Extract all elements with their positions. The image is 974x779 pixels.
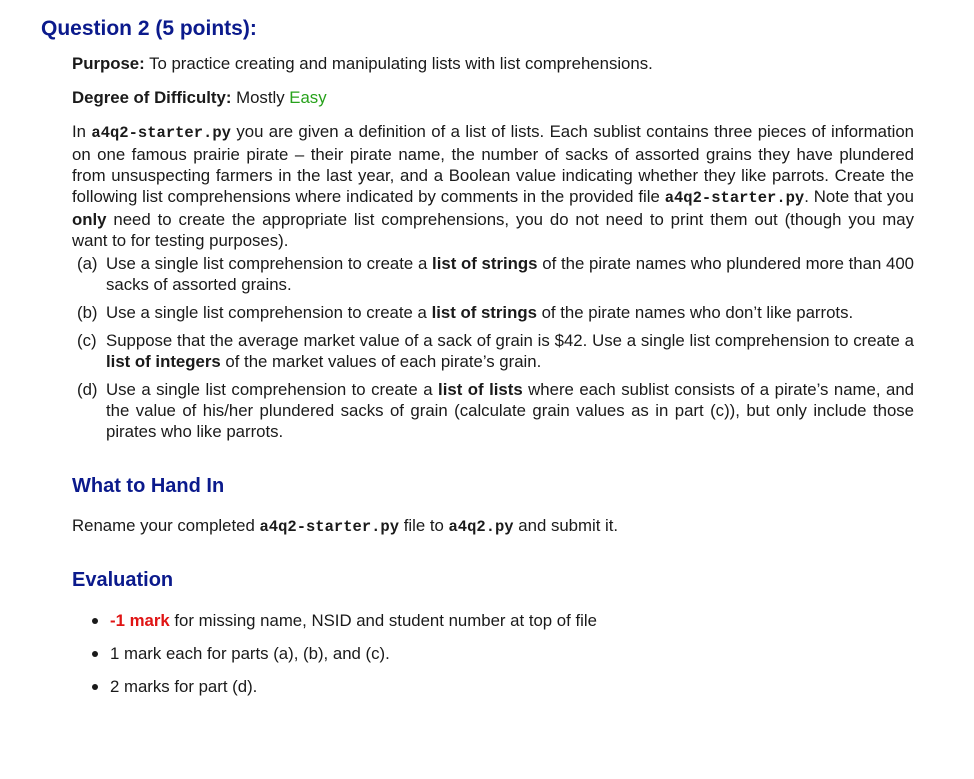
handin-paragraph [72,515,914,538]
bullet-icon [92,618,98,624]
handin-starter-filename: a4q2-starter.py [259,518,400,536]
handin-heading: What to Hand In [72,475,225,497]
evaluation-heading: Evaluation [72,569,174,591]
part-label: (c) [77,331,97,350]
intro-text-4: need to create the appropriate list comprehensions, you do not need to print them out (though you may want to for testing purposes). [72,210,914,250]
part-label: (d) [77,380,98,399]
part-emphasis: list of strings [431,303,537,322]
handin-text-1: Rename your completed [72,516,255,535]
intro-text-3: . Note that you [804,187,914,206]
bullet-icon [92,684,98,690]
part-text: where each sublist consists of a pirate’s name, and the value of his/her plundered sacks of grain (calculate grain values as in part (c)), but only include those pirates who like parrots. [106,380,914,441]
part-emphasis: list of strings [432,254,538,273]
purpose-text: To practice creating and manipulating lists with list comprehensions. [149,54,653,73]
difficulty-level: Easy [289,88,327,107]
list-item [72,379,914,442]
starter-filename: a4q2-starter.py [91,124,231,142]
part-text: Use a single list comprehension to create a [106,380,433,399]
list-item [72,302,914,323]
list-item [92,676,597,697]
evaluation-list [92,610,597,697]
bullet-icon [92,651,98,657]
difficulty-prefix: Mostly [236,88,285,107]
parts-list [72,253,914,442]
evaluation-text: for missing name, NSID and student number at top of file [174,611,597,630]
purpose-line [72,53,914,74]
part-text: Use a single list comprehension to create a [106,303,427,322]
part-label: (a) [77,254,98,273]
part-text: Suppose that the average market value of a sack of grain is $42. Use a single list comprehension to create a [106,331,914,350]
list-item [92,643,597,664]
difficulty-line [72,87,914,108]
evaluation-text: 1 mark each for parts (a), (b), and (c). [110,644,390,663]
part-emphasis: list of integers [106,352,221,371]
intro-text-1: In [72,122,86,141]
evaluation-text: 2 marks for part (d). [110,677,258,696]
purpose-label: Purpose: [72,54,145,73]
part-text: of the pirate names who don’t like parrots. [541,303,854,322]
difficulty-label: Degree of Difficulty: [72,88,232,107]
part-text: of the market values of each pirate’s grain. [225,352,542,371]
handin-final-filename: a4q2.py [448,518,514,536]
list-item [92,610,597,631]
question-title: Question 2 (5 points): [41,17,257,40]
part-text: Use a single list comprehension to create a [106,254,428,273]
list-item [72,253,914,295]
intro-only-emphasis: only [72,210,107,229]
handin-text-3: and submit it. [518,516,619,535]
intro-paragraph [72,121,914,251]
part-label: (b) [77,303,98,322]
list-item [72,330,914,372]
starter-filename-2: a4q2-starter.py [664,189,805,207]
part-text: of the pirate names who plundered more than 400 sacks of assorted grains. [106,254,915,294]
handin-text-2: file to [403,516,444,535]
intro-text-2: you are given a definition of a list of lists. Each sublist contains three pieces of information on one famous prairie pirate – their pirate name, the number of sacks of assorted grains they have plundered from unsuspecting farmers in the last year, and a Boolean value indicating whether they like parrots. Create the following list comprehensions where indicated by comments in the provided file [72,122,915,206]
part-emphasis: list of lists [438,380,523,399]
penalty-highlight: -1 mark [110,611,170,630]
